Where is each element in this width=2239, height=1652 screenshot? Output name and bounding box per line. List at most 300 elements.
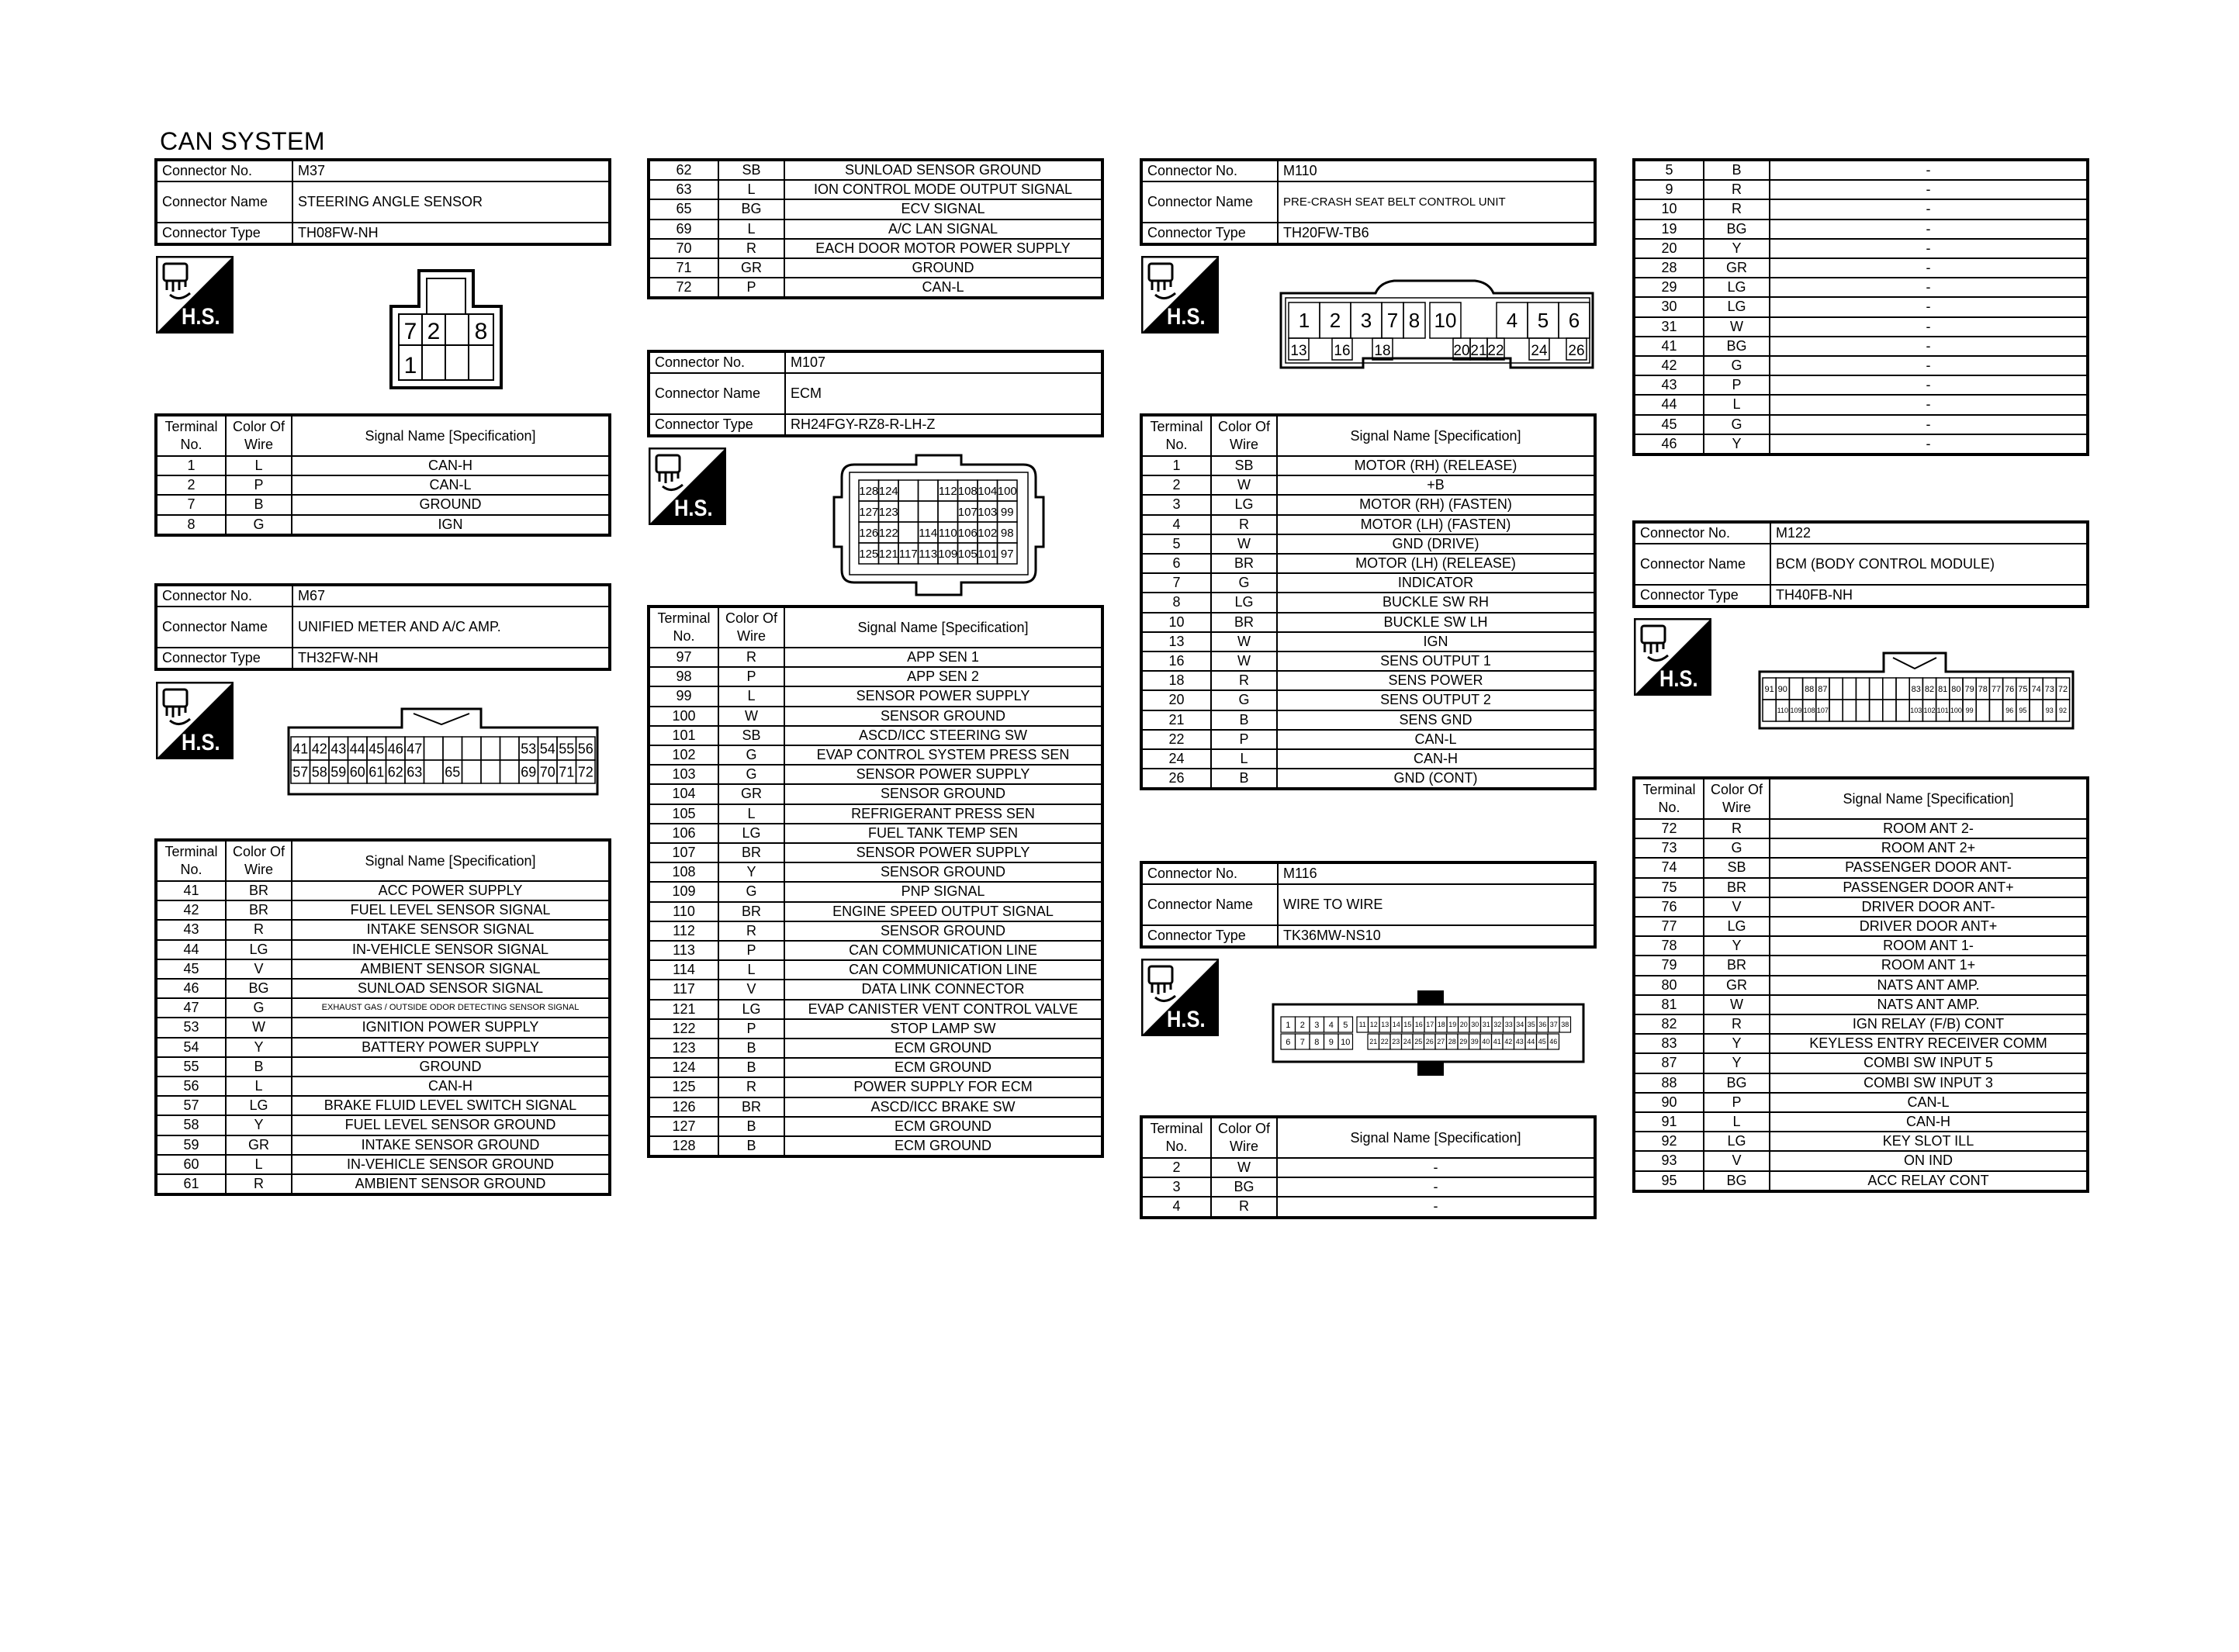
signal-name: A/C LAN SIGNAL [784,219,1102,239]
m122-pin-74: 74 [2031,684,2041,694]
table-row [1634,995,2088,1014]
m122-pin-103: 103 [1910,707,1922,715]
wire-color: P [1704,1093,1770,1112]
m122-pin-77: 77 [1991,684,2002,694]
m107-pin-100: 100 [997,484,1017,498]
table-row [1141,613,1595,632]
signal-name: ASCD/ICC BRAKE SW [784,1097,1102,1117]
table-row [1634,219,2088,239]
table-row [649,199,1102,219]
terminal-no: 18 [1141,671,1211,690]
table-row [1141,456,1595,475]
table-row [156,495,610,514]
m107-connector-face [832,454,1050,597]
wire-color: L [226,1155,292,1174]
m110-pin-8: 8 [1408,309,1421,332]
wire-color: G [1704,838,1770,858]
m37-pin-2: 2 [427,319,441,344]
m67-pin-44: 44 [349,741,365,757]
m116-pin-33: 33 [1504,1021,1513,1029]
terminal-no: 102 [649,745,718,765]
terminal-no: 10 [1634,199,1704,219]
signal-name: - [1770,356,2088,375]
signal-name-header: Signal Name [Specification] [784,607,1102,648]
signal-name: - [1770,337,2088,356]
table-row [156,1155,610,1174]
m67-pin-71: 71 [559,764,575,780]
connector-type-label: Connector Type [649,414,785,436]
connector-no-label: Connector No. [156,585,292,607]
m116-pin-2: 2 [1299,1020,1305,1030]
table-row [649,686,1102,706]
table-row [1634,1093,2088,1112]
table-row [649,667,1102,686]
m110-pin-3: 3 [1360,309,1372,332]
wire-color: LG [718,824,784,843]
terminal-no: 127 [649,1117,718,1136]
m122-connector-face [1756,650,2076,731]
terminal-no: 112 [649,921,718,941]
wire-color: GR [1704,258,1770,278]
terminal-no: 31 [1634,317,1704,337]
table-row [1634,317,2088,337]
m67-pin-45: 45 [369,741,385,757]
terminal-no: 45 [156,959,226,979]
m110-pin-2: 2 [1329,309,1341,332]
wire-color: BG [1704,337,1770,356]
m116-pin-10: 10 [1341,1037,1351,1047]
m107-pin-114: 114 [919,526,938,540]
signal-name: FUEL LEVEL SENSOR SIGNAL [292,900,610,920]
signal-name: ROOM ANT 2+ [1770,838,2088,858]
wire-color: SB [1211,456,1277,475]
m116-pin-9: 9 [1328,1037,1334,1047]
terminal-no: 4 [1141,1197,1211,1217]
terminal-no: 60 [156,1155,226,1174]
table-row [1634,356,2088,375]
m110-pin-4: 4 [1506,309,1518,332]
connector-no-label: Connector No. [649,351,785,373]
m107-pin-108: 108 [957,484,978,498]
table-row [649,980,1102,999]
table-row [649,1019,1102,1039]
m122-pin-72: 72 [2057,684,2068,694]
m116-connector-info [1140,861,1597,949]
terminal-no: 5 [1141,534,1211,554]
signal-name: CAN COMMUNICATION LINE [784,960,1102,980]
terminal-no: 1 [1141,456,1211,475]
page-title: CAN SYSTEM [160,127,326,155]
m116-pin-34: 34 [1516,1021,1524,1029]
terminal-no: 72 [1634,819,1704,838]
table-row [1634,239,2088,258]
m67-pin-72: 72 [577,764,593,780]
signal-name: EACH DOOR MOTOR POWER SUPPLY [784,239,1102,258]
terminal-no: 10 [1141,613,1211,632]
color-of-wire-header: Color Of Wire [1704,778,1770,819]
wire-color: P [718,941,784,960]
signal-name-header: Signal Name [Specification] [292,840,610,881]
signal-name: BUCKLE SW RH [1277,593,1595,612]
wire-color: BG [1704,219,1770,239]
m67-terminal-table [154,838,611,1196]
signal-name-header: Signal Name [Specification] [1277,1117,1595,1158]
table-row [1634,375,2088,395]
m116-pin-30: 30 [1471,1021,1479,1029]
terminal-no: 87 [1634,1053,1704,1073]
wire-color: B [718,1039,784,1058]
m116-pin-44: 44 [1527,1038,1535,1046]
wire-color: LG [1704,297,1770,316]
terminal-no: 22 [1141,730,1211,749]
signal-name: FUEL LEVEL SENSOR GROUND [292,1115,610,1135]
m116-pin-19: 19 [1448,1021,1457,1029]
terminal-no: 65 [649,199,718,219]
terminal-no: 69 [649,219,718,239]
wire-color: BG [1704,1073,1770,1093]
table-row [649,921,1102,941]
terminal-no: 9 [1634,180,1704,199]
m122-pin-96: 96 [2005,707,2014,715]
table-row [1634,936,2088,956]
m116-pin-29: 29 [1459,1038,1468,1046]
table-row [1141,593,1595,612]
terminal-no: 30 [1634,297,1704,316]
m67-pin-54: 54 [539,741,555,757]
m110-pin-26: 26 [1568,343,1585,359]
connector-type-value: TK36MW-NS10 [1278,925,1595,947]
m122-pin-78: 78 [1978,684,1988,694]
m107-pin-107: 107 [957,505,978,519]
connector-type-value: TH32FW-NH [292,648,610,669]
table-row [1634,395,2088,414]
m67-pin-63: 63 [407,764,423,780]
terminal-no: 126 [649,1097,718,1117]
terminal-no: 3 [1141,495,1211,514]
terminal-no: 63 [649,180,718,199]
table-row [156,1077,610,1096]
terminal-no: 70 [649,239,718,258]
signal-name: SENSOR POWER SUPPLY [784,686,1102,706]
wire-color: L [718,180,784,199]
wire-color: R [1704,819,1770,838]
m67-pin-42: 42 [311,741,327,757]
wire-color: P [718,278,784,298]
terminal-no: 46 [156,979,226,998]
wire-color: LG [226,1096,292,1115]
signal-name: ROOM ANT 1- [1770,936,2088,956]
table-row [1634,1112,2088,1132]
m116-pin-31: 31 [1482,1021,1490,1029]
m122-pin-107: 107 [1816,707,1829,715]
signal-name: ACC RELAY CONT [1770,1171,2088,1191]
connector-name-value: STEERING ANGLE SENSOR [292,181,610,223]
wire-color: BR [1704,956,1770,975]
table-row [1634,199,2088,219]
wire-color: LG [1704,917,1770,936]
terminal-no: 5 [1634,160,1704,180]
signal-name: CAN-L [784,278,1102,298]
terminal-no: 58 [156,1115,226,1135]
m122-pin-88: 88 [1805,684,1815,694]
m116-pin-8: 8 [1314,1037,1320,1047]
m107-pin-127: 127 [859,505,879,519]
table-row [649,784,1102,804]
table-row [649,726,1102,745]
table-row [649,1077,1102,1097]
m116-pin-43: 43 [1515,1038,1524,1046]
table-row [156,998,610,1018]
terminal-no: 103 [649,765,718,784]
table-row [156,1018,610,1037]
terminal-no-header: Terminal No. [649,607,718,648]
svg-text:H.S.: H.S. [1167,1006,1206,1032]
signal-name: PASSENGER DOOR ANT+ [1770,878,2088,897]
connector-no-value: M122 [1770,522,2088,544]
wire-color: G [718,882,784,901]
table-row [649,707,1102,726]
table-row [1141,749,1595,769]
m116-pin-42: 42 [1504,1038,1513,1046]
m67-pin-47: 47 [407,741,423,757]
terminal-no: 13 [1141,632,1211,651]
signal-name: SENSOR GROUND [784,784,1102,804]
signal-name: - [1770,239,2088,258]
m116-pin-28: 28 [1448,1038,1456,1046]
m116-pin-41: 41 [1493,1038,1501,1046]
m116-pin-39: 39 [1470,1038,1479,1046]
wire-color: BR [718,902,784,921]
terminal-no: 56 [156,1077,226,1096]
table-row [156,1115,610,1135]
connector-no-value: M110 [1278,160,1595,181]
hs-connector-icon [156,682,234,759]
terminal-no: 44 [156,940,226,959]
connector-name-label: Connector Name [1141,884,1278,925]
table-row [649,882,1102,901]
wire-color: SB [718,726,784,745]
table-row [156,1057,610,1077]
m107-pin-97: 97 [1000,547,1014,561]
signal-name: +B [1277,475,1595,495]
signal-name: - [1770,317,2088,337]
terminal-no: 59 [156,1135,226,1155]
wire-color: R [718,1077,784,1097]
signal-name: GROUND [292,495,610,514]
wire-color: Y [1704,936,1770,956]
m110-terminal-table [1140,413,1597,790]
table-row [1141,475,1595,495]
table-row [1634,878,2088,897]
m110-pin-22: 22 [1487,343,1504,359]
table-row [156,881,610,900]
table-row [649,1000,1102,1019]
connector-name-label: Connector Name [1634,544,1770,585]
m107-pin-105: 105 [957,547,978,561]
signal-name: IGN [1277,632,1595,651]
m107-pin-128: 128 [859,484,879,498]
table-row [156,475,610,495]
m67-pin-56: 56 [577,741,593,757]
table-row [649,804,1102,824]
wire-color: W [718,707,784,726]
wire-color: B [718,1058,784,1077]
signal-name: ECV SIGNAL [784,199,1102,219]
table-row [156,1135,610,1155]
signal-name: ASCD/ICC STEERING SW [784,726,1102,745]
signal-name: APP SEN 1 [784,648,1102,667]
terminal-no: 1 [156,456,226,475]
table-row [1634,258,2088,278]
m67-pin-65: 65 [445,764,461,780]
m122-pin-110: 110 [1777,707,1788,715]
wire-color: L [718,960,784,980]
wire-color: W [1211,1158,1277,1177]
wire-color: B [1211,769,1277,789]
terminal-no: 44 [1634,395,1704,414]
wire-color: R [718,239,784,258]
table-row [156,1038,610,1057]
m122-pin-80: 80 [1951,684,1961,694]
m107-pin-125: 125 [859,547,879,561]
signal-name: CAN-H [1770,1112,2088,1132]
m107-pin-117: 117 [898,547,918,561]
m67-pin-61: 61 [369,764,385,780]
m37-pin-8: 8 [474,319,488,344]
m67-pin-60: 60 [349,764,365,780]
table-row [1634,858,2088,877]
wire-color: L [718,686,784,706]
terminal-no: 100 [649,707,718,726]
signal-name: GND (DRIVE) [1277,534,1595,554]
table-row [156,1096,610,1115]
signal-name: - [1770,278,2088,297]
svg-text:H.S.: H.S. [182,303,220,330]
m122-pin-101: 101 [1936,707,1949,715]
wire-color: G [1704,415,1770,434]
table-row [1634,337,2088,356]
connector-name-value: ECM [785,373,1102,414]
terminal-no: 128 [649,1136,718,1156]
table-row [1634,1053,2088,1073]
signal-name-header: Signal Name [Specification] [1277,415,1595,456]
terminal-no: 8 [156,515,226,535]
wire-color: R [1704,1014,1770,1034]
m116-pin-11: 11 [1358,1021,1366,1029]
table-row [1141,769,1595,789]
color-of-wire-header: Color Of Wire [1211,1117,1277,1158]
m122-pin-99: 99 [1965,707,1974,715]
color-of-wire-header: Color Of Wire [226,840,292,881]
signal-name: COMBI SW INPUT 3 [1770,1073,2088,1093]
table-row [649,1097,1102,1117]
m107-pin-101: 101 [978,547,998,561]
m122-pin-100: 100 [1950,707,1962,715]
terminal-no: 73 [1634,838,1704,858]
terminal-no: 117 [649,980,718,999]
table-row [1634,180,2088,199]
signal-name: COMBI SW INPUT 5 [1770,1053,2088,1073]
m37-pin-1: 1 [403,353,417,378]
table-row [649,258,1102,278]
m122-pin-93: 93 [2045,707,2054,715]
signal-name: SENSOR GROUND [784,862,1102,882]
m116-pin-20: 20 [1459,1021,1468,1029]
hs-connector-icon [156,256,234,334]
m116-pin-32: 32 [1493,1021,1502,1029]
terminal-no: 26 [1141,769,1211,789]
signal-name: ACC POWER SUPPLY [292,881,610,900]
m107-pin-121: 121 [878,547,898,561]
table-row [1634,278,2088,297]
terminal-no: 121 [649,1000,718,1019]
signal-name: ROOM ANT 1+ [1770,956,2088,975]
table-row [1634,819,2088,838]
terminal-no: 105 [649,804,718,824]
table-row [156,456,610,475]
table-row [1634,160,2088,180]
table-row [649,745,1102,765]
terminal-no: 92 [1634,1132,1704,1151]
terminal-no: 47 [156,998,226,1018]
m107-terminal-table [647,605,1104,1158]
table-row [156,900,610,920]
m122-pin-109: 109 [1790,707,1802,715]
table-row [156,979,610,998]
m122-pin-92: 92 [2058,707,2068,715]
m122-pin-81: 81 [1938,684,1948,694]
m116-pin-38: 38 [1561,1021,1569,1029]
wire-color: V [226,959,292,979]
connector-no-label: Connector No. [156,160,292,181]
wire-color: L [226,456,292,475]
hs-connector-icon [1634,618,1711,696]
m110-pin-20: 20 [1453,343,1470,359]
wire-color: Y [718,862,784,882]
signal-name: DATA LINK CONNECTOR [784,980,1102,999]
wire-color: B [1704,160,1770,180]
terminal-no: 2 [1141,1158,1211,1177]
wire-color: R [226,920,292,939]
table-row [1141,1158,1595,1177]
terminal-no: 90 [1634,1093,1704,1112]
svg-text:H.S.: H.S. [182,729,220,755]
signal-name: SENS POWER [1277,671,1595,690]
signal-name: SENS GND [1277,710,1595,730]
connector-no-value: M116 [1278,862,1595,884]
signal-name: REFRIGERANT PRESS SEN [784,804,1102,824]
signal-name: DRIVER DOOR ANT- [1770,897,2088,917]
m67-pin-46: 46 [387,741,403,757]
terminal-no: 108 [649,862,718,882]
svg-text:H.S.: H.S. [1659,665,1698,692]
table-row [1634,434,2088,454]
terminal-no: 123 [649,1039,718,1058]
m122-pin-82: 82 [1924,684,1935,694]
wire-color: B [1211,710,1277,730]
connector-name-value: BCM (BODY CONTROL MODULE) [1770,544,2088,585]
table-row [1141,690,1595,710]
signal-name: NATS ANT AMP. [1770,976,2088,995]
m67-pin-58: 58 [311,764,327,780]
terminal-no-header: Terminal No. [1141,415,1211,456]
wire-color: Y [1704,239,1770,258]
signal-name: ENGINE SPEED OUTPUT SIGNAL [784,902,1102,921]
table-row [156,515,610,535]
wire-color: R [226,1174,292,1194]
table-row [1634,917,2088,936]
m110-connector-face [1278,278,1596,371]
